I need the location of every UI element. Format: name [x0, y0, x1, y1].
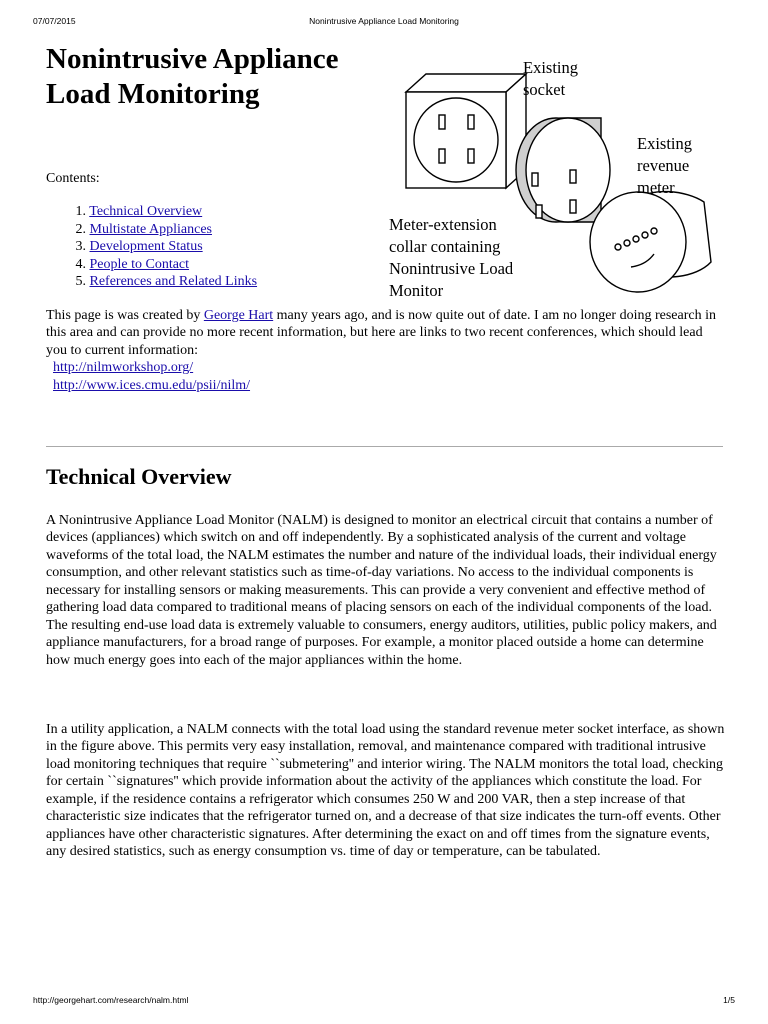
overview-paragraph-1: A Nonintrusive Appliance Load Monitor (NALM) is designed to monitor an electrical circuit that contains a number of devices (appliances) which switch on and off independently. By a sophisticated analysis of the current and voltage waveforms of the total load, the NALM estimates the number and nature of the individual loads, their individual energy consumption, and other relevant statistics such as time-of-day variations. No access to the individual components is necessary for installing sensors or making measurements. This can provide a very convenient and effective method of gathering load data compared to traditional means of placing sensors on each of the individual components of the load. The resulting end-use load data is extremely valuable to consumers, energy auditors, utilities, public policy makers, and appliance manufacturers, for a broad range of purposes. For example, a monitor placed outside a home can determine how much energy goes into each of the major appliances within the home. — [46, 513, 717, 668]
toc-item: 1. Technical Overview — [75, 204, 203, 219]
revenue-meter-drawing — [590, 192, 711, 292]
intro-paragraph: This page is was created by George Hart many years ago, and is now quite out of date. I am no longer doing research in this area and can provide no more recent information, but here are links to two recent conferences, which should lead you to current information: http://nilmworkshop.org/ http://www.ices.cmu.edu/psii/nilm/ — [46, 307, 726, 394]
page-title: Nonintrusive Appliance Load Monitoring — [46, 43, 339, 110]
label-existing-socket: Existing socket — [523, 58, 579, 99]
section-divider — [46, 446, 723, 447]
socket-drawing — [406, 74, 526, 188]
contents-label: Contents: — [46, 171, 100, 186]
toc-item: 4. People to Contact — [75, 256, 190, 272]
print-footer — [33, 995, 735, 1007]
toc-link-technical-overview[interactable]: Technical Overview — [89, 204, 203, 219]
toc-item: 5. References and Related Links — [75, 274, 258, 290]
toc-link-multistate-appliances[interactable]: Multistate Appliances — [89, 221, 212, 237]
toc-item: 2. Multistate Appliances — [75, 221, 212, 237]
author-link[interactable]: George Hart — [203, 308, 274, 323]
label-meter-extension-collar: Meter-extension collar containing Nonintrusive Load Monitor — [389, 215, 514, 300]
section-heading-technical-overview: Technical Overview — [46, 464, 232, 489]
print-header — [33, 16, 735, 28]
nilm-workshop-link[interactable]: http://nilmworkshop.org/ — [53, 360, 194, 376]
print-date: 07/07/2015 — [33, 16, 76, 26]
meter-figure — [386, 52, 736, 308]
ices-cmu-link[interactable]: http://www.ices.cmu.edu/psii/nilm/ — [53, 377, 251, 393]
collar-drawing — [516, 118, 610, 222]
toc-link-people-to-contact[interactable]: People to Contact — [89, 256, 190, 272]
toc-link-references[interactable]: References and Related Links — [89, 274, 258, 290]
print-url: http://georgehart.com/research/nalm.html — [33, 995, 189, 1005]
conference-links — [46, 359, 726, 394]
overview-paragraph-2: In a utility application, a NALM connects with the total load using the standard revenue meter socket interface, as shown in the figure above. This permits very easy installation, removal, and maintenance compared with traditional intrusive load monitoring techniques that require ``submetering'' and interior wiring. The NALM monitors the total load, checking for certain ``signatures'' which provide information about the activity of the appliances which constitute the load. For example, if the residence contains a refrigerator which consumes 250 W and 200 VAR, then a step increase of that characteristic size indicates that the refrigerator turned on, and a decrease of that size indicates the turn-off events. Other appliances have other characteristic signatures. After determining the exact on and off times from the signature events, any desired statistics, such as energy consumption vs. time of day or temperature, can be tabulated. — [46, 722, 725, 860]
toc-item: 3. Development Status — [75, 239, 203, 255]
print-title: Nonintrusive Appliance Load Monitoring — [309, 16, 459, 26]
toc-link-development-status[interactable]: Development Status — [89, 239, 203, 255]
table-of-contents — [46, 203, 257, 291]
label-existing-revenue-meter: Existing revenue meter — [637, 134, 693, 197]
print-page-number: 1/5 — [723, 995, 735, 1005]
